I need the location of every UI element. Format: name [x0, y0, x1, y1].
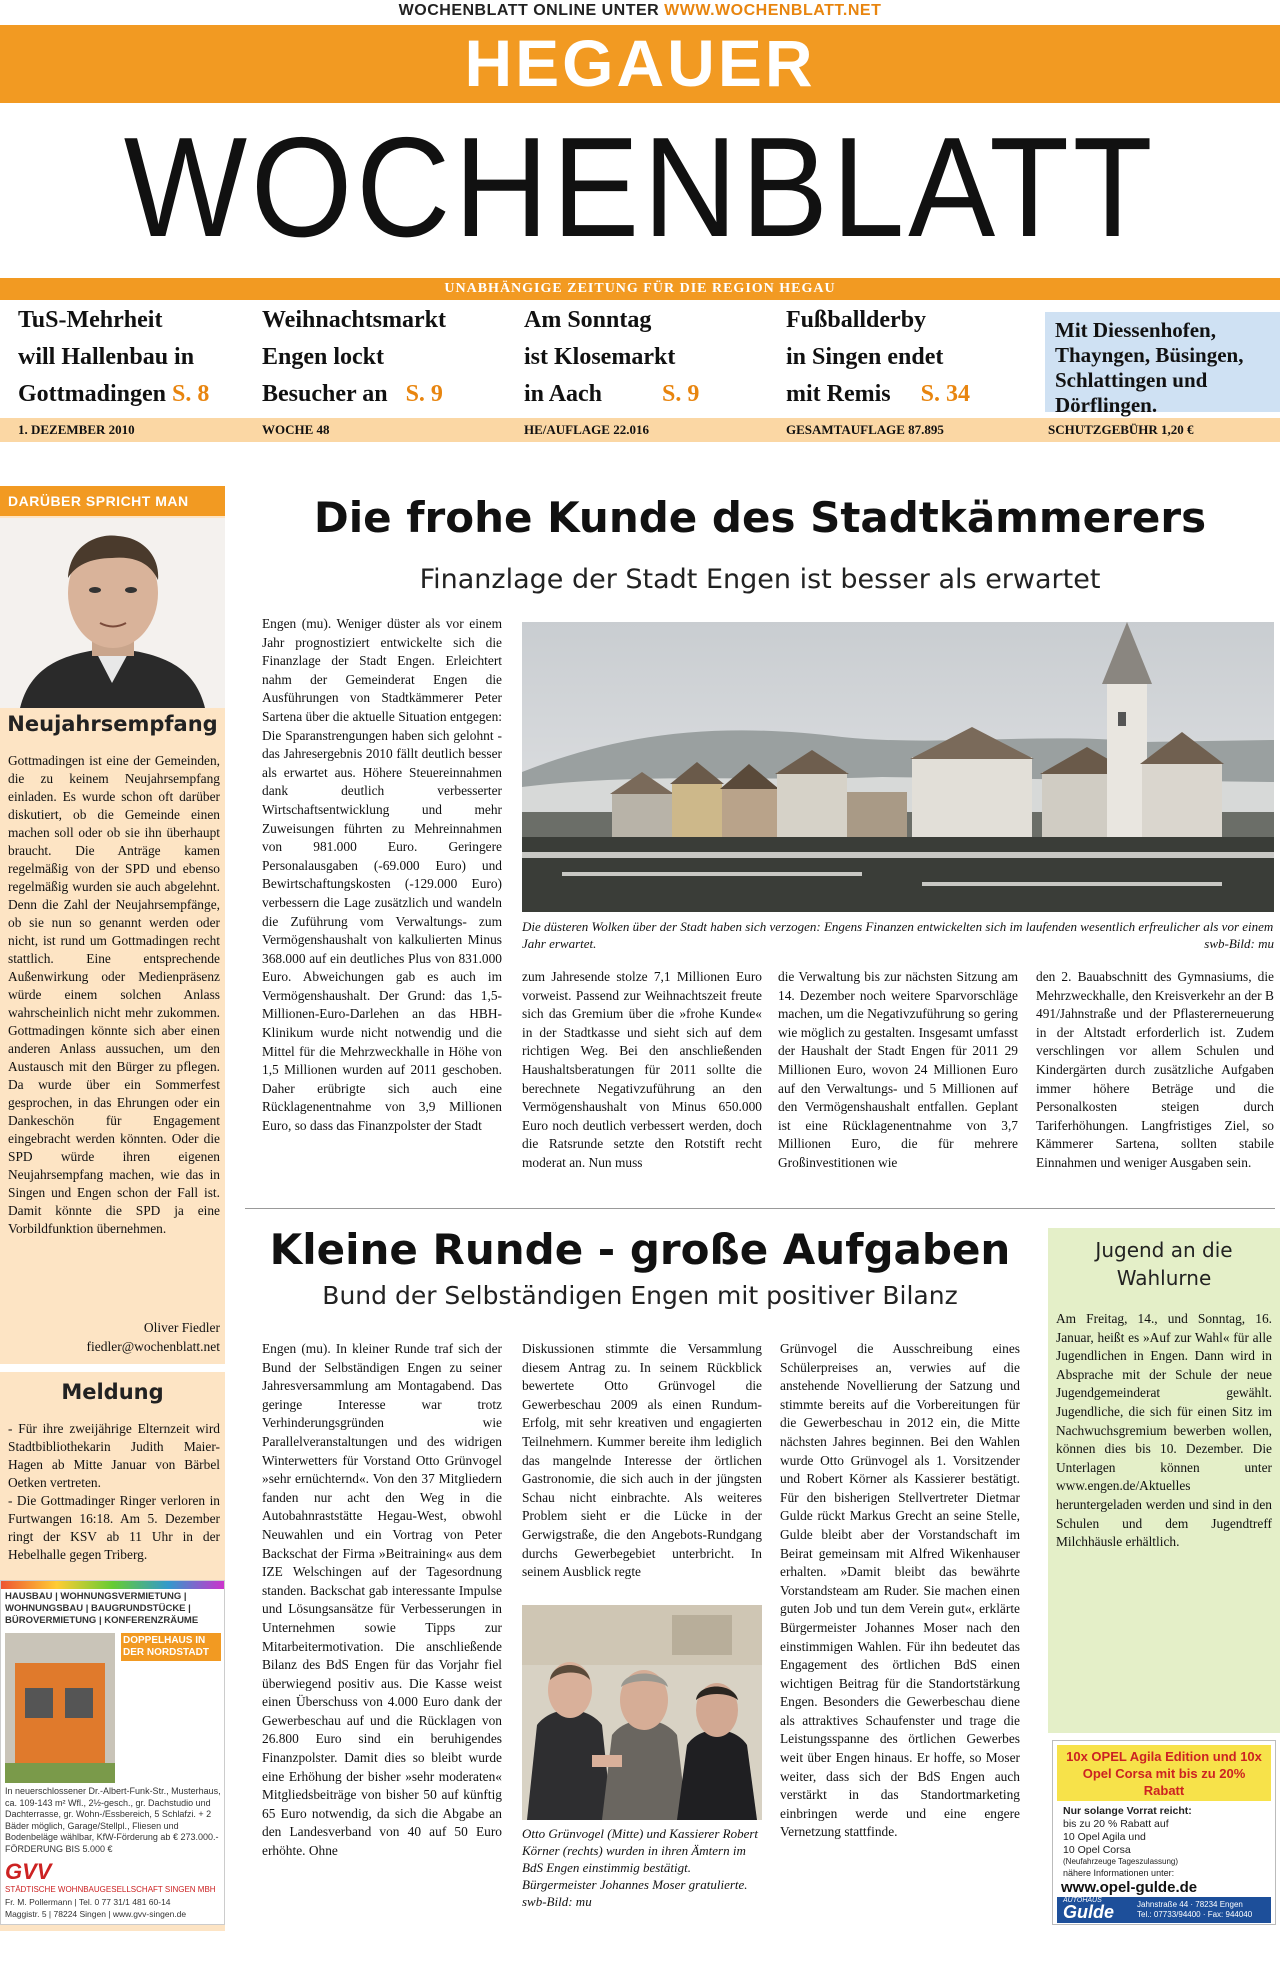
- gvv-address[interactable]: Maggistr. 5 | 78224 Singen | www.gvv-singen.de: [5, 1909, 187, 1919]
- article-divider: [245, 1208, 1275, 1209]
- article1-col4: den 2. Bauabschnitt des Gymnasiums, die Mehrzweckhalle, den Kreisverkehr an der B 491/Jahnstraße und der Pflastererneuerung in der Altstadt erforderlich ist. Zudem verschlingen vor allem Schulen und Kindergärten durch zusätzliche Aufgaben immer höhere Beträge und die Personalkosten steigen durch Tariferhöhungen. Langfristiges Ziel, so Kämmerer Sartena, sollten stabile Einnahmen und weniger Ausgaben sein.: [1036, 969, 1274, 1170]
- teaser-line: Am Sonntag: [524, 307, 652, 333]
- opel-ad-line: bis zu 20 % Rabatt auf: [1063, 1818, 1169, 1830]
- article2-caption: Otto Grünvogel (Mitte) und Kassierer Robert Körner (rechts) wurden in ihren Ämtern im BdS Engen einstimmig bestätigt. Bürgermeister Johannes Moser gratulierte. swb-Bild: mu: [522, 1826, 759, 1909]
- issue-meta-bar: [0, 418, 1280, 442]
- teaser-page: S. 9: [405, 381, 443, 407]
- article1-caption: Die düsteren Wolken über der Stadt haben sich verzogen: Engens Finanzen entwickelten sich im laufenden wesentlich erfreulicher als vor einem Jahr erwartet.: [522, 919, 1274, 951]
- article2-col1: Engen (mu). In kleiner Runde traf sich der Bund der Selbständigen Engen zu seiner Jahresversammlung am Montagabend. Das geringe Interesse war trotz Verhinderungsgründen wie Parallelveranstaltungen und des widrigen Winterwetters für Vorstand Otto Grünvogel »sehr ernüchternd«. Von den 37 Mitgliedern fanden nur acht den Weg in die Autobahnraststätte Hegau-West, obwohl Neuwahlen und ein Vortrag von Peter Backschat der Firma »Beitraining« aus dem IZE Welschingen auf der Tagesordnung standen. Backschat gab interessante Impulse und Lösungsansätze für Verbesserungen in Unternehmen sowie Tipps zur Mitarbeitermotivation. Die anschließende Bilanz des BdS Engen für das Vorjahr fiel überwiegend positiv aus. Die Kasse weist einen Überschuss von 4.000 Euro dank der Gewerbeschau auf und die Rücklagen von 26.800 Euro sind ein beruhigendes Finanzpolster. Damit dies so bleibt wurde eine Erhöhung der bisher »sehr moderaten« Mitgliedsbeiträge von bisher 50 auf künftig 65 Euro notwendig, da sich die Abgabe an den Landesverband von 40 auf 50 Euro erhöhte. Ohne: [262, 1341, 502, 1859]
- teaser-line: Weihnachtsmarkt: [262, 307, 447, 333]
- gvv-subline: STÄDTISCHE WOHNBAUGESELLSCHAFT SINGEN MBH: [5, 1885, 216, 1894]
- teaser-line: Besucher an: [262, 381, 388, 407]
- comment-title: Neujahrsempfang: [7, 712, 218, 736]
- housing-ad[interactable]: [0, 1580, 225, 1925]
- teaser-line: Engen lockt: [262, 344, 385, 370]
- issue-week: WOCHE 48: [262, 422, 330, 437]
- teaser-line: Fußballderby: [786, 307, 927, 333]
- opel-ad-line: Nur solange Vorrat reicht:: [1063, 1805, 1192, 1817]
- comment-text: Gottmadingen ist eine der Gemeinden, die zu keinem Neujahrsempfang einladen. Es wurde schon oft darüber diskutiert, ob die Gemeinde einen machen soll oder ob sie ihn überhaupt braucht. Die Anträge kamen regelmäßig von der SPD und ebenso regelmäßig wurden sie auch abgelehnt. Denn die Zahl der Neujahrsempfänge, ob sie nun so genannt werden oder nicht, ist rund um Gottmadingen recht stattlich. Eine entsprechende Außenwirkung oder Medienpräsenz würde einem solchen Anlass wahrscheinlich nicht mehr zukommen. Gottmadingen könnte sich aber einen anderen Anlass aussuchen, um den Austausch mit den Bürger zu pflegen. Da wurde über ein Sommerfest gesprochen, in das Ehrungen oder ein Dankeschön für Engagement eingebracht werden könnten. Oder die SPD würde ihren eigenen Neujahrsempfang machen, wie das in Singen und Engen schon der Fall ist. Damit könnte die SPD ja eine Vorbildfunktion übernehmen.: [8, 753, 220, 1236]
- youth-election-title: Jugend an die Wahlurne: [1095, 1238, 1233, 1290]
- issue-date: 1. DEZEMBER 2010: [18, 422, 135, 437]
- article1-subhead: Finanzlage der Stadt Engen ist besser als erwartet: [419, 564, 1101, 595]
- article1-col2: zum Jahresende stolze 7,1 Millionen Euro vorweist. Passend zur Weihnachtszeit freute sich das Gremium über die »frohe Kunde« in der Stadtkasse und sieht sich auf dem richtigen Weg. Bei den anschließenden Haushaltsberatungen für 2011 sollte die berechnete Negativzuführung an den Vermögenshaushalt von Minus 650.000 Euro noch deutlich verbessert werden, doch die Ratsrunde setzte den Rotstift recht moderat an. Nun muss: [522, 969, 762, 1170]
- housing-ad-headline: DOPPELHAUS IN DER NORDSTADT: [121, 1633, 221, 1661]
- article1-col1: Engen (mu). Weniger düster als vor einem Jahr prognostiziert entwickelte sich die Finanzlage der Stadt Engen. Erleichtert nahm der Gemeinderat Engen die Ausführungen von Stadtkämmerer Peter Sartena über die aktuelle Situation entgegen: Die Sparanstrengungen haben sich gelohnt - das Jahresergebnis 2010 fällt deutlich besser als erwartet aus. Höhere Steuereinnahmen dank deutlich verbesserter Wirtschaftsentwicklung und mehr Zuweisungen führten zu Mehreinnahmen von 981.000 Euro. Geringere Personalausgaben (-69.000 Euro) und Bewirtschaftungskosten (-129.000 Euro) verbessern die Lage zusätzlich und wandeln die Zuführung vom Verwaltungs- zum Vermögenshaushalt von kalkulierten Minus 368.000 auf ein deutliches Plus von 831.000 Euro. Abweichungen gab es auch im Vermögenshaushalt. Der Grund: das 1,5-Millionen-Euro-Darlehen an das HBH-Klinikum wurde nicht notwendig und die Mittel für die Mehrzweckhalle in Höhe von 1,5 Millionen wurden auf 2011 geschoben. Daher erübrigte sich auch eine Rücklagenentnahme von 3,9 Millionen Euro, so dass das Finanzpolster der Stadt: [262, 616, 502, 1134]
- article1-photo-credit: swb-Bild: mu: [1204, 936, 1274, 951]
- sidebar-header: DARÜBER SPRICHT MAN: [0, 486, 225, 516]
- masthead-region: HEGAUER: [464, 26, 816, 100]
- teaser-line: mit Remis: [786, 381, 891, 407]
- issue-total: GESAMTAUFLAGE 87.895: [786, 422, 944, 437]
- teaser-page: S. 34: [920, 381, 970, 407]
- gulde-brand-small: AUTOHAUS: [1063, 1897, 1102, 1904]
- opel-ad-banner: 10x OPEL Agila Edition und 10x Opel Corsa mit bis zu 20% Rabatt: [1057, 1745, 1271, 1801]
- article2-col2: Diskussionen stimmte die Versammlung diesem Antrag zu. In seinem Rückblick bewertete Otto Grünvogel die Gewerbeschau 2009 als einen Rundum-Erfolg, mit sehr kreativen und engagierten Teilnehmern. Kummer bereite ihm lediglich das mangelnde Interesse der örtlichen Gastronomie, die sich auch in der jüngsten Schau nicht einbrachte. Als weiteres Problem sieht er die Lücke in der Gerwigstraße, die den Angebots-Rundgang durchs Gewerbegebiet unterbricht. In seinem Ausblick regte: [522, 1341, 762, 1580]
- opel-ad-line: nähere Informationen unter:: [1063, 1868, 1175, 1878]
- sidebar-divider: [0, 1364, 225, 1372]
- opel-ad-line: (Neufahrzeuge Tageszulassung): [1063, 1857, 1179, 1866]
- gvv-logo: GVV: [5, 1859, 52, 1884]
- engen-town-photo: [522, 622, 1274, 912]
- gulde-phone: Tel.: 07733/94400 · Fax: 944040: [1137, 1910, 1253, 1919]
- gulde-address: Jahnstraße 44 · 78234 Engen: [1137, 1900, 1243, 1909]
- teaser-4[interactable]: [786, 302, 1026, 412]
- teaser-line: ist Klosemarkt: [524, 344, 676, 370]
- teaser-line: will Hallenbau in: [18, 344, 195, 370]
- teaser-2[interactable]: [262, 302, 487, 412]
- online-line: [0, 2, 1280, 20]
- bds-board-photo: [522, 1605, 762, 1820]
- gulde-logo: Gulde: [1063, 1902, 1115, 1922]
- article2-col3: Grünvogel die Ausschreibung eines Schülerpreises an, verwies auf die anstehende Novellierung der Satzung und stimmte bereits auf die Vorbereitungen für die Gewerbeschau in 2012 ein, die Mitte nächsten Jahres beginnen. Bei den Wahlen wurde Otto Grünvogel als 1. Vorsitzender und Robert Körner als Kassierer bestätigt. Für den bisherigen Stellvertreter Dietmar Gulde rückt Markus Grecht an seine Stelle, Gulde bleibt aber der Vorstandschaft im Beirat gemeinsam mit Alfred Wikenhauser erhalten. »Damit bleibt das bewährte Vorstandsteam am Ruder. Sie machen einen guten Job und tun dem Verein gut«, erklärte Bürgermeister Johannes Moser nach den einstimmigen Wahlen. Für ihn bedeutet das Engagement des örtlichen BdS einen wichtigen Beitrag für die Standortstärkung Engen. Besonders die Gewerbeschau diene als attraktives Schaufenster und trage die Leistungsspanne des örtlichen Gewerbes weit über Engen hinaus. Er hoffe, so Moser weiter, dass sich der BdS Engen auch verstärkt in das Standortmarketing einbringen werde und eine engere Vernetzung stattfinde.: [780, 1341, 1020, 1840]
- article2-headline: Kleine Runde - große Aufgaben: [269, 1225, 1011, 1274]
- masthead-title: WOCHENBLATT: [123, 108, 1157, 267]
- article1-headline: Die frohe Kunde des Stadtkämmerers: [313, 493, 1207, 542]
- article2-subhead: Bund der Selbständigen Engen mit positiver Bilanz: [322, 1281, 958, 1310]
- teaser-bar: [0, 302, 1280, 417]
- youth-election-text: Am Freitag, 14., und Sonntag, 16. Januar, heißt es »Auf zur Wahl« für alle Jugendlichen in Engen. Dann wird in Absprache mit der Schule der neue Jugendgemeinderat gewählt. Jugendliche, die sich für einen Sitz im Nachwuchsgremium bewerben wollen, können dies bis 10. Dezember. Die Unterlagen können unter www.engen.de/Aktuelles heruntergeladen werden und sind in den Schulen und dem Jugendtreff Milchhäusle erhältlich.: [1056, 1311, 1272, 1550]
- comment-email[interactable]: fiedler@wochenblatt.net: [86, 1339, 220, 1354]
- gvv-contact: Fr. M. Pollermann | Tel. 0 77 31/1 481 60-14: [5, 1897, 171, 1907]
- opel-ad-line: 10 Opel Agila und: [1063, 1831, 1146, 1843]
- teaser-line: TuS-Mehrheit: [18, 307, 163, 333]
- comment-author: Oliver Fiedler: [143, 1320, 220, 1335]
- opel-ad-url[interactable]: www.opel-gulde.de: [1061, 1879, 1198, 1896]
- teaser-line: Gottmadingen: [18, 381, 167, 407]
- teaser-page: S. 8: [172, 381, 210, 407]
- online-url-link[interactable]: WWW.WOCHENBLATT.NET: [664, 2, 882, 19]
- author-portrait: [0, 518, 225, 708]
- opel-gulde-ad[interactable]: [1052, 1740, 1276, 1925]
- teaser-3[interactable]: [524, 302, 749, 412]
- housing-ad-body: In neuerschlossener Dr.-Albert-Funk-Str., Musterhaus, ca. 109-143 m² Wfl., 2½-gesch., gr. Dachstudio und Dachterrasse, gr. Wohn-/Essbereich, 5 Schlafzi. + 2 Bäder möglich, Garage/Stellpl., Fliesen und Bodenbeläge wählbar, KfW-Förderung ab € 273.000.- FÖRDERUNG BIS 5.000 €: [5, 1786, 221, 1854]
- news-text: - Für ihre zweijährige Elternzeit wird Stadtbibliothekarin Judith Maier-Hagen ab Mitte Januar von Bärbel Oetken vertreten. - Die Gottmadinger Ringer verloren in Furtwangen 16:18. Am 5. Dezember ringt der KSV ab 11 Uhr in der Hebelhalle gegen Triberg.: [8, 1421, 220, 1562]
- issue-edition: HE/AUFLAGE 22.016: [524, 422, 649, 437]
- teaser-page: S. 9: [662, 381, 700, 407]
- article1-col3: die Verwaltung bis zur nächsten Sitzung am 14. Dezember noch weitere Sparvorschläge machen, um die Negativzuführung so gering wie möglich zu gestalten. Insgesamt umfasst der Haushalt der Stadt Engen für 2011 29 Millionen Euro, wovon 24 Millionen Euro auf den Verwaltungs- und 5 Millionen auf den Vermögenshaushalt entfallen. Geplant ist eine Rücklagenentnahme von 3,7 Millionen Euro, die für mehrere Großinvestitionen wie: [778, 969, 1018, 1170]
- housing-ad-services: HAUSBAU | WOHNUNGSVERMIETUNG | WOHNUNGSBAU | BAUGRUNDSTÜCKE | BÜROVERMIETUNG | KONFERENZRÄUME: [5, 1591, 199, 1626]
- issue-fee: SCHUTZGEBÜHR 1,20 €: [1048, 422, 1194, 437]
- teaser-1[interactable]: [18, 302, 243, 412]
- teaser-line: in Singen endet: [786, 344, 944, 370]
- news-title: Meldung: [61, 1380, 164, 1404]
- online-prefix: WOCHENBLATT ONLINE UNTER: [398, 2, 665, 19]
- teaser-line: in Aach: [524, 381, 603, 407]
- masthead-subtitle: UNABHÄNGIGE ZEITUNG FÜR DIE REGION HEGAU: [0, 278, 1280, 300]
- teaser-regions-box: Mit Diessenhofen, Thayngen, Büsingen, Schlattingen und Dörflingen.: [1045, 312, 1280, 412]
- opel-ad-line: 10 Opel Corsa: [1063, 1844, 1131, 1856]
